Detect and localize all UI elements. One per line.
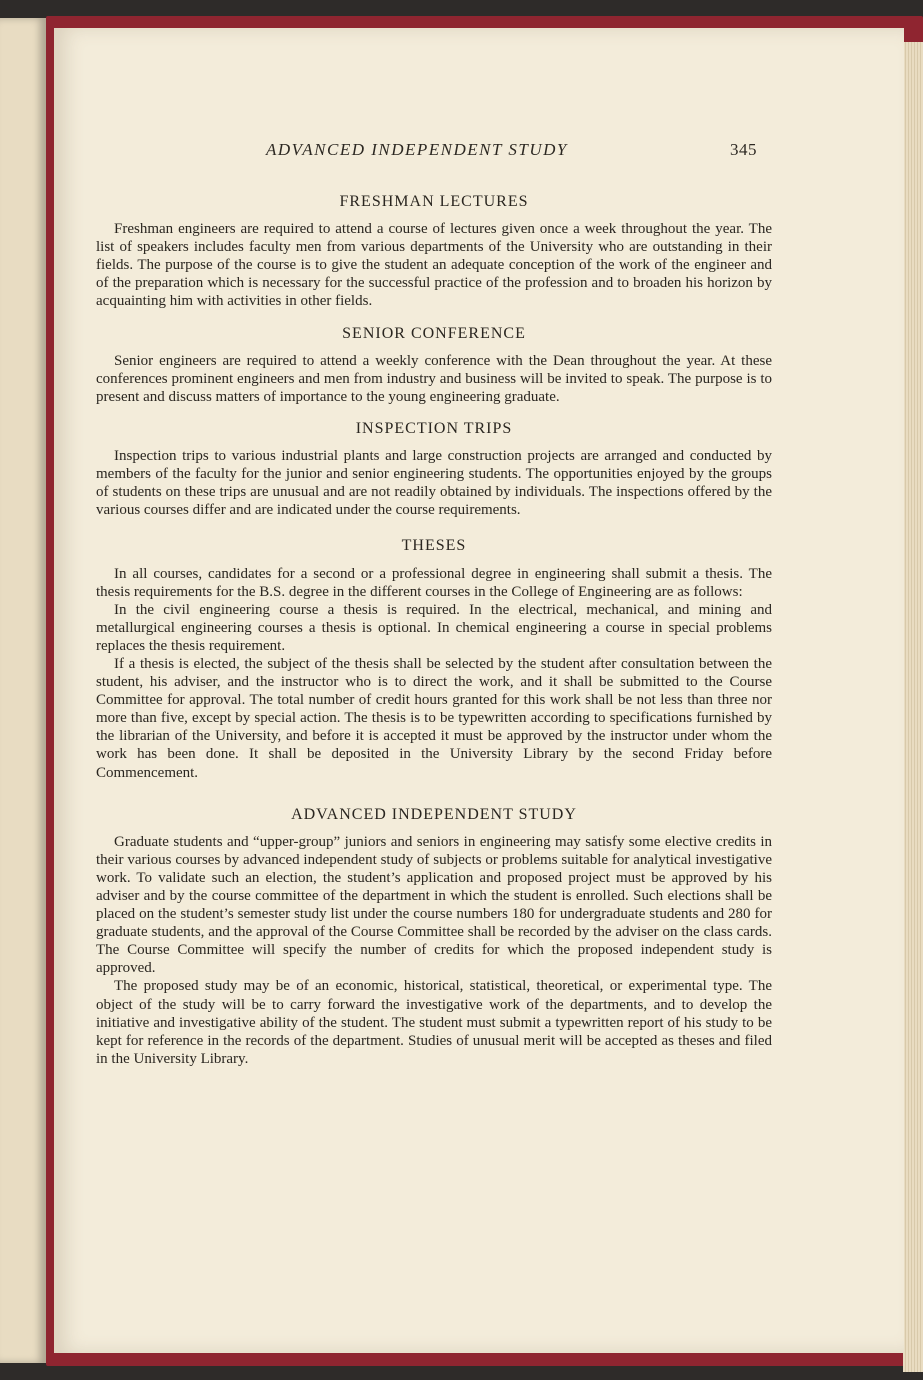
section-heading: THESES: [401, 537, 467, 555]
page-edges: [903, 42, 923, 1372]
section-inspection-trips: [96, 420, 772, 519]
book-page: [54, 28, 904, 1353]
paragraph: Freshman engineers are required to attend a course of lectures given once a week throughout the year. The list of speakers includes faculty men from various departments of the University who are outstanding in their fields. The purpose of the course is to give the student an adequate conception of the work of the engineer and of the preparation which is necessary for the successful practice of the profession and to broaden his horizon by acquainting him with activities in other fields.: [96, 221, 772, 310]
paragraph: If a thesis is elected, the subject of the thesis shall be selected by the student after consultation between the student, his adviser, and the instructor who is to direct the work, and it shall be submitted to the Course Committee for approval. The total number of credit hours granted for this work shall be not less than three nor more than five, except by special action. The thesis is to be typewritten according to specifications furnished by the librarian of the University, and before it is accepted it must be approved by the instructor under whom the work has been done. It shall be deposited in the University Library by the second Friday before Commencement.: [96, 655, 772, 781]
page-number: 345: [730, 140, 757, 159]
page-content: [96, 193, 772, 1082]
section-heading: INSPECTION TRIPS: [355, 419, 513, 437]
section-heading: SENIOR CONFERENCE: [342, 324, 526, 342]
section-heading: FRESHMAN LECTURES: [339, 193, 529, 210]
paragraph: Graduate students and “upper-group” juniors and seniors in engineering may satisfy some elective credits in their various courses by advanced independent study of subjects or problems suitable for analytical investigative work. To validate such an election, the student’s application and proposed project must be approved by his adviser and by the course committee of the department in which the student is enrolled. Such elections shall be placed on the student’s semester study list under the course numbers 180 for undergraduate students and 280 for graduate students, and the approval of the Course Committee shall be recorded by the adviser on the class cards. The Course Committee will specify the number of credits for which the proposed independent study is approved.: [96, 833, 772, 977]
section-senior-conference: [96, 325, 772, 406]
section-theses: [96, 537, 772, 781]
paragraph: Senior engineers are required to attend a weekly conference with the Dean throughout the year. At these conferences prominent engineers and men from industry and business will be invited to speak. The purpose is to present and discuss matters of importance to the young engineering graduate.: [96, 352, 772, 405]
page-header: [54, 140, 904, 164]
running-title: ADVANCED INDEPENDENT STUDY: [266, 140, 568, 159]
previous-page-edge: [0, 18, 46, 1363]
paragraph: In the civil engineering course a thesis is required. In the electrical, mechanical, and mining and metallurgical engineering courses a thesis is optional. In chemical engineering a course in special problems replaces the thesis requirement.: [96, 601, 772, 654]
paragraph: Inspection trips to various industrial plants and large construction projects are arranged and conducted by members of the faculty for the junior and senior engineering students. The opportunities enjoyed by the groups of students on these trips are unusual and are not readily obtained by individuals. The inspections offered by the various courses differ and are indicated under the course requirements.: [96, 448, 772, 519]
section-advanced-independent-study: [96, 806, 772, 1068]
paragraph: The proposed study may be of an economic, historical, statistical, theoretical, or experimental type. The object of the study will be to carry forward the investigative work of the departments, and to develop the initiative and investigative ability of the student. The student must submit a typewritten report of his study to be kept for reference in the records of the department. Studies of unusual merit will be accepted as theses and filed in the University Library.: [96, 978, 772, 1067]
section-heading: ADVANCED INDEPENDENT STUDY: [291, 805, 577, 823]
paragraph: In all courses, candidates for a second or a professional degree in engineering shall submit a thesis. The thesis requirements for the B.S. degree in the different courses in the College of Engineering are as follows:: [96, 565, 772, 600]
section-freshman-lectures: [96, 193, 772, 311]
